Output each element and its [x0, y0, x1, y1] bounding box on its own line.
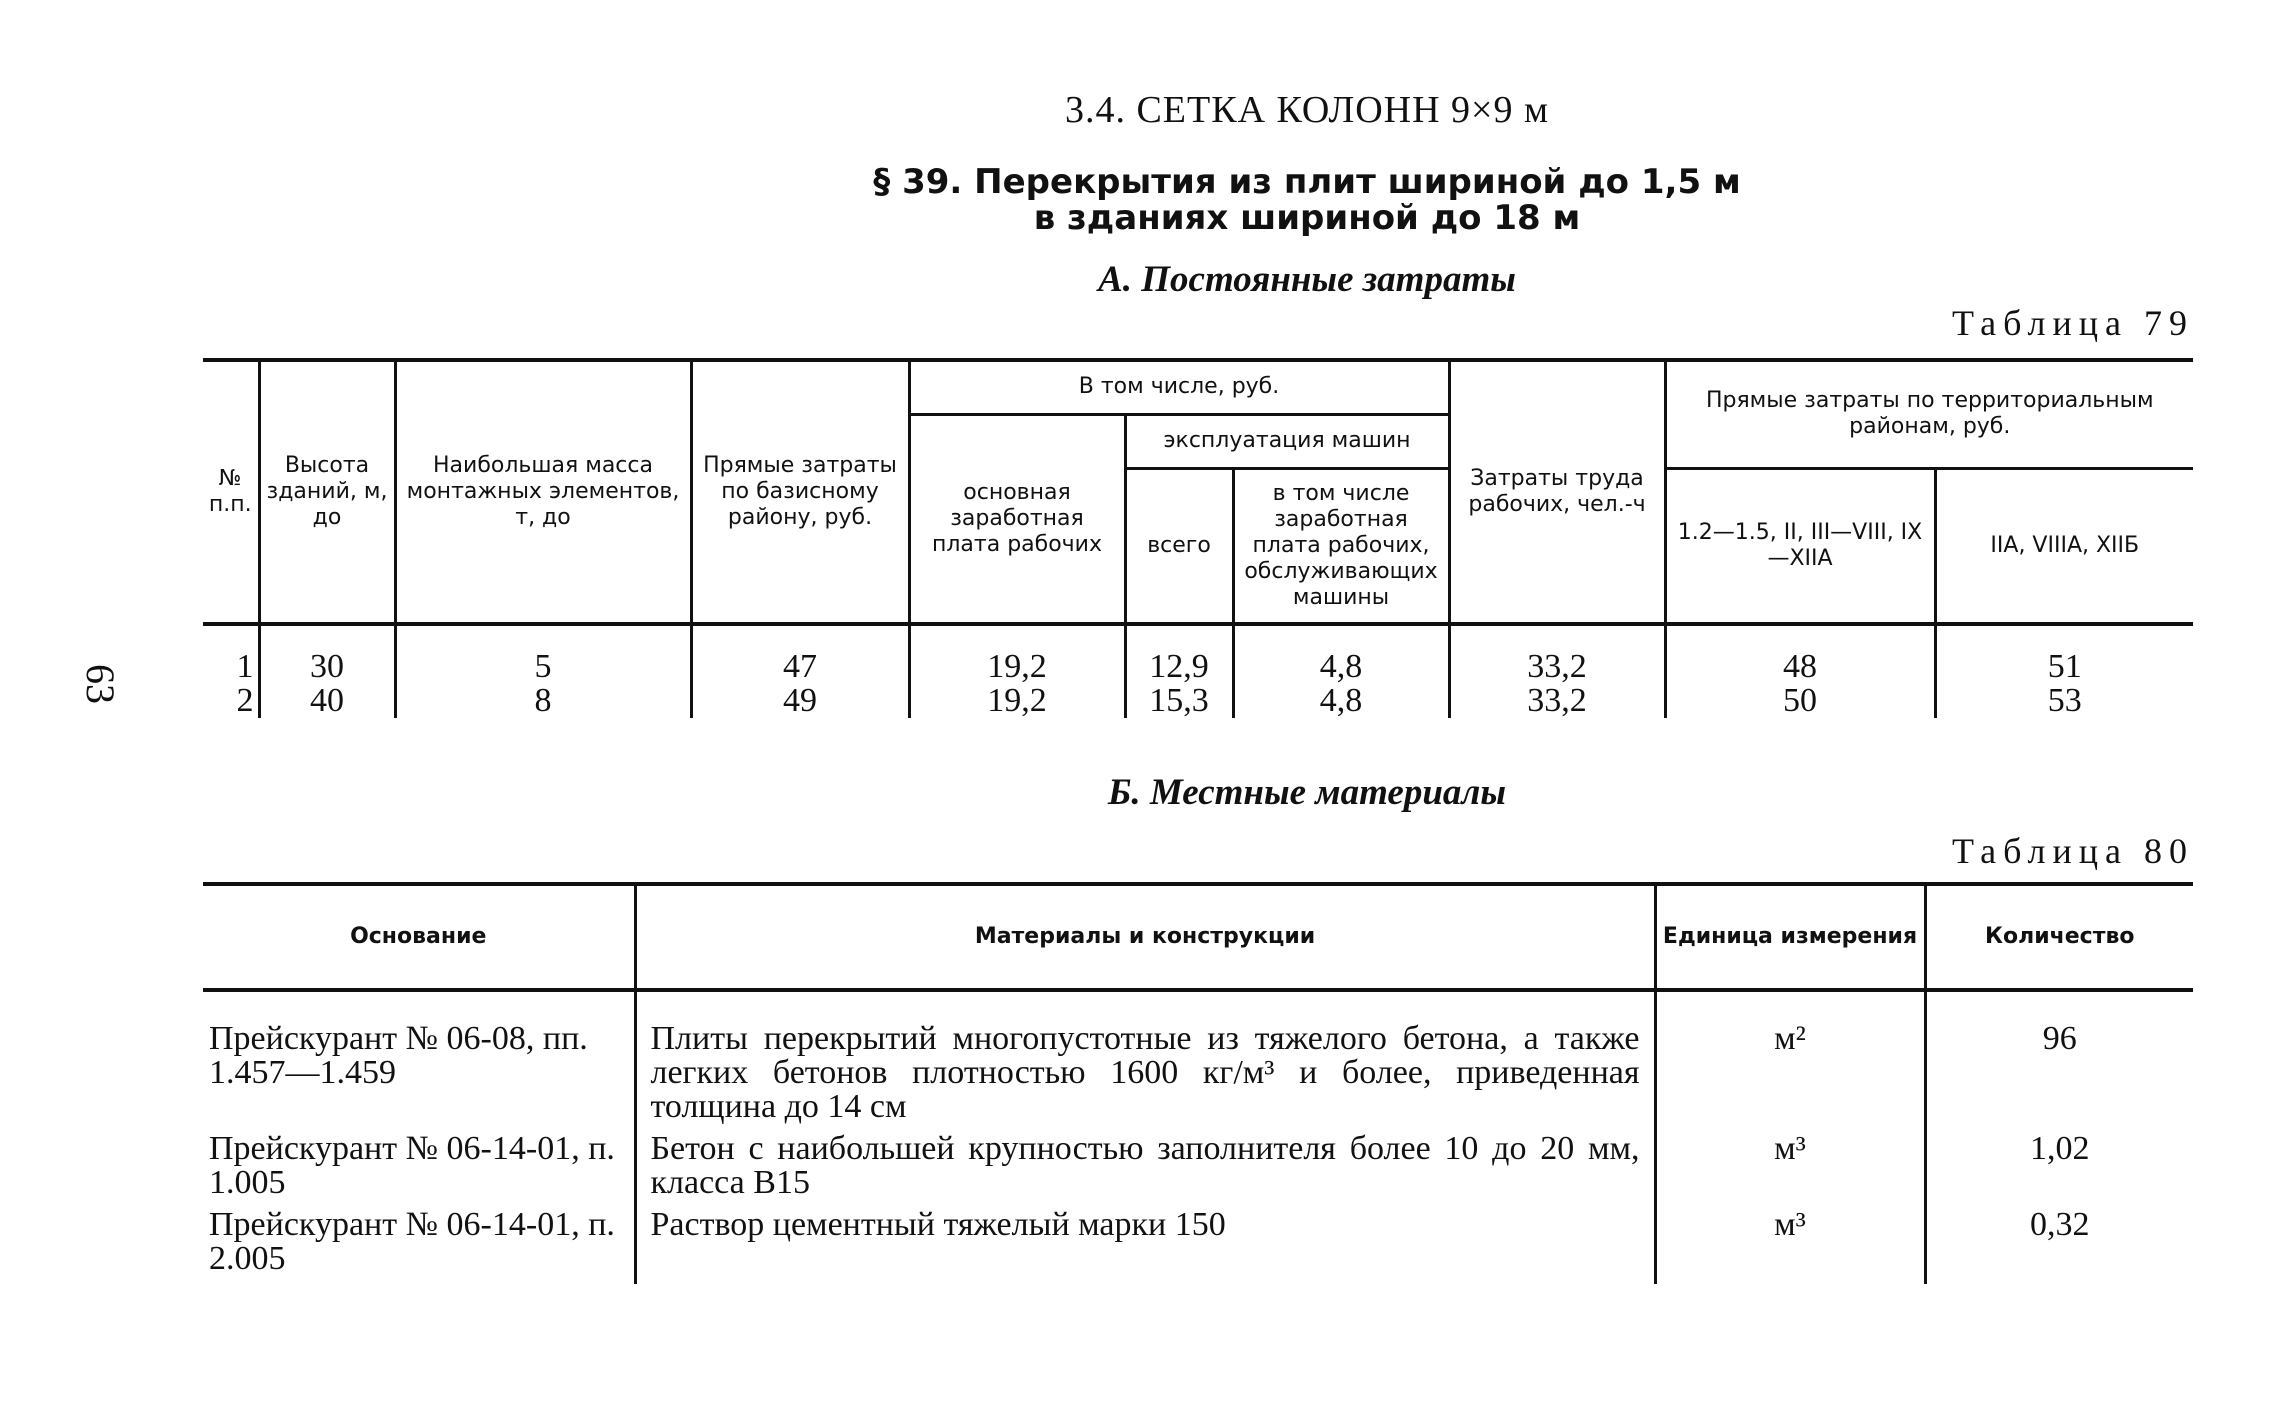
page-number: 63 — [78, 664, 123, 704]
header-materials: Материалы и конструкции — [635, 884, 1655, 990]
cell-region-1: 48 — [1665, 624, 1935, 684]
header-incl-wage: в том числе заработная плата рабочих, обслуживающих машины — [1233, 468, 1449, 624]
header-territorial: Прямые затраты по территориальным районам, руб. — [1665, 360, 2193, 468]
header-labor: Затраты труда рабочих, чел.-ч — [1449, 360, 1665, 624]
cell-labor: 33,2 — [1449, 624, 1665, 684]
header-region-1: 1.2—1.5, II, III—VIII, IX—XIIА — [1665, 468, 1935, 624]
cell-quantity: 96 — [1925, 990, 2193, 1132]
cell-num: 2 — [203, 684, 259, 718]
cell-quantity: 1,02 — [1925, 1132, 2193, 1208]
header-total: всего — [1125, 468, 1233, 624]
table-row — [203, 624, 2193, 684]
cell-basis: Прейскурант № 06-14-01, п. 2.005 — [203, 1208, 635, 1284]
cell-height: 30 — [259, 624, 395, 684]
cell-basis: Прейскурант № 06-08, пп. 1.457—1.459 — [203, 990, 635, 1132]
part-b-title: Б. Местные материалы — [1107, 772, 1507, 813]
cell-quantity: 0,32 — [1925, 1208, 2193, 1284]
cell-direct: 49 — [691, 684, 909, 718]
table-79 — [203, 358, 2193, 718]
cell-region-1: 50 — [1665, 684, 1935, 718]
header-height: Высота зданий, м, до — [259, 360, 395, 624]
cell-basis: Прейскурант № 06-14-01, п. 1.005 — [203, 1132, 635, 1208]
header-including: В том числе, руб. — [909, 360, 1449, 414]
cell-material: Бетон с наибольшей крупностью заполнителя более 10 до 20 мм, класса В15 — [635, 1132, 1655, 1208]
cell-mass: 5 — [395, 624, 691, 684]
header-basic-wage: основная заработная плата рабочих — [909, 414, 1125, 624]
section-title: 3.4. СЕТКА КОЛОНН 9×9 м — [1064, 89, 1550, 131]
cell-material: Плиты перекрытий многопустотные из тяжелого бетона, а также легких бетонов плотностью 1600 кг/м³ и более, приведенная толщина до 14 см — [635, 990, 1655, 1132]
cell-total: 12,9 — [1125, 624, 1233, 684]
cell-height: 40 — [259, 684, 395, 718]
header-machine-operation: эксплуатация машин — [1125, 414, 1449, 468]
cell-incl-wage: 4,8 — [1233, 684, 1449, 718]
cell-material: Раствор цементный тяжелый марки 150 — [635, 1208, 1655, 1284]
cell-unit: м³ — [1655, 1208, 1925, 1284]
header-mass: Наибольшая масса монтажных элементов, т, до — [395, 360, 691, 624]
part-a-title: А. Постоянные затраты — [1098, 259, 1516, 300]
table-80 — [203, 882, 2193, 1284]
cell-region-2: 51 — [1935, 624, 2193, 684]
cell-num: 1 — [203, 624, 259, 684]
paragraph-title-line-1: § 39. Перекрытия из плит шириной до 1,5 м — [873, 162, 1741, 202]
header-quantity: Количество — [1925, 884, 2193, 990]
cell-wage: 19,2 — [909, 624, 1125, 684]
cell-direct: 47 — [691, 624, 909, 684]
header-unit: Единица измерения — [1655, 884, 1925, 990]
table-row — [203, 990, 2193, 1132]
cell-incl-wage: 4,8 — [1233, 624, 1449, 684]
header-num: № п.п. — [203, 360, 259, 624]
cell-labor: 33,2 — [1449, 684, 1665, 718]
table-row — [203, 1208, 2193, 1284]
cell-wage: 19,2 — [909, 684, 1125, 718]
table-row — [203, 684, 2193, 718]
cell-unit: м² — [1655, 990, 1925, 1132]
table-79-caption: Таблица 79 — [1952, 303, 2194, 343]
table-row — [203, 1132, 2193, 1208]
header-direct-costs: Прямые затраты по базисному району, руб. — [691, 360, 909, 624]
cell-mass: 8 — [395, 684, 691, 718]
cell-unit: м³ — [1655, 1132, 1925, 1208]
cell-total: 15,3 — [1125, 684, 1233, 718]
table-80-caption: Таблица 80 — [1952, 831, 2194, 871]
paragraph-title — [160, 164, 2294, 236]
header-region-2: IIА, VIIIА, XIIБ — [1935, 468, 2193, 624]
cell-region-2: 53 — [1935, 684, 2193, 718]
header-basis: Основание — [203, 884, 635, 990]
paragraph-title-line-2: в зданиях шириной до 18 м — [1033, 198, 1581, 238]
